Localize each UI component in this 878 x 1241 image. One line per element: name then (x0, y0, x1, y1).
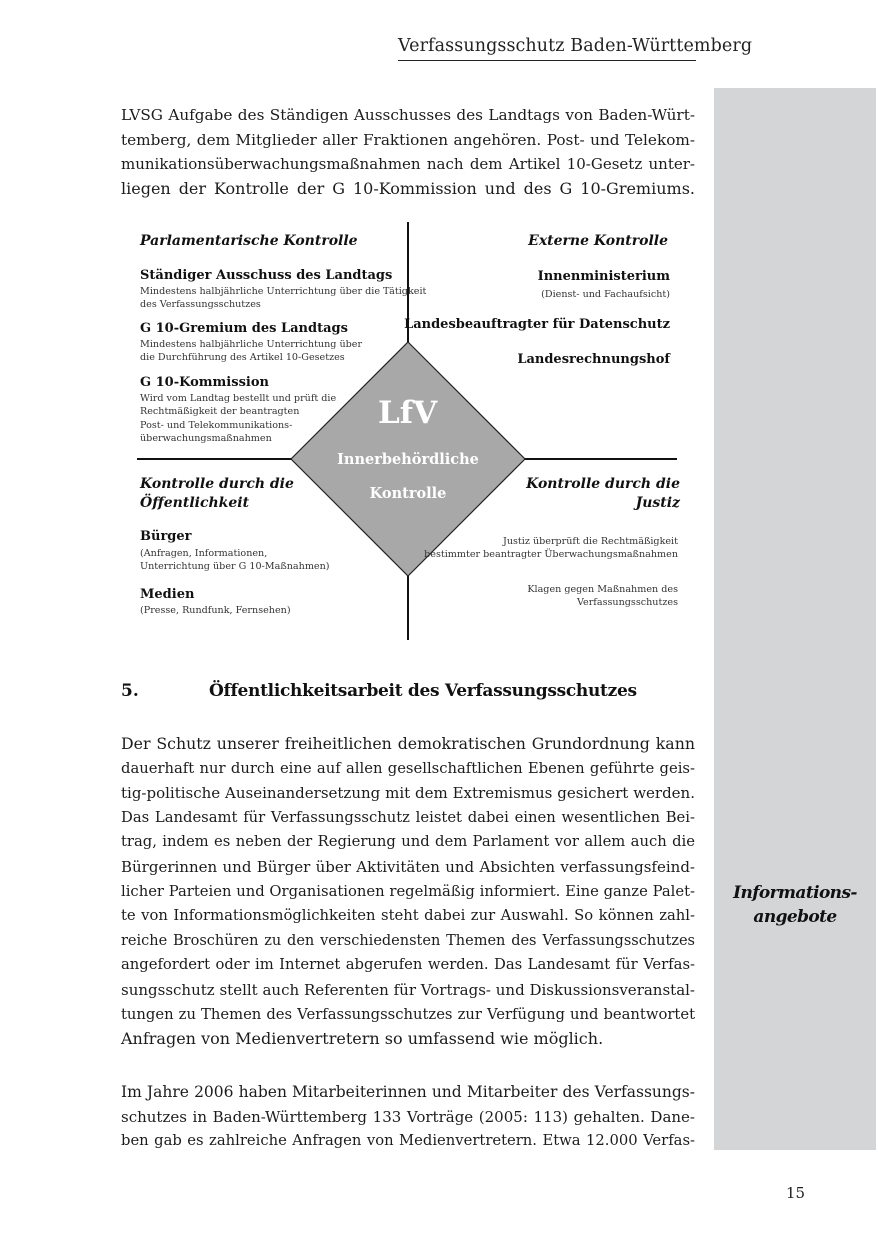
text-line: liegen der Kontrolle der G 10-Kommission und des G 10-Gremiums. (121, 178, 695, 198)
item-description (424, 535, 678, 562)
desc-line: Unterrichtung über G 10-Maßnahmen) (140, 561, 330, 573)
running-head: Verfassungsschutz Baden-Württemberg (398, 36, 753, 56)
text-line: LVSG Aufgabe des Ständigen Ausschusses des Landtags von Baden-Würt- (121, 106, 695, 124)
desc-line: Post- und Telekommunikations- (140, 419, 293, 431)
desc-line: Wird vom Landtag bestellt und prüft die (140, 393, 337, 404)
item-title: Medien (140, 587, 195, 602)
heading-line: Kontrolle durch die (140, 476, 294, 492)
control-diagram (120, 222, 700, 642)
desc-line: Verfassungsschutzes (576, 597, 678, 609)
text-line: temberg, dem Mitglieder aller Fraktionen angehören. Post- und Telekom- (121, 130, 695, 149)
paragraph-body (121, 1080, 695, 1154)
heading-line: Justiz (635, 495, 680, 511)
text-line: ben gab es zahlreiche Anfragen von Medienvertretern. Etwa 12.000 Verfas- (121, 1132, 695, 1150)
desc-line: bestimmter beantragter Überwachungsmaßnahmen (424, 549, 678, 561)
text-line: Der Schutz unserer freiheitlichen demokratischen Grundordnung kann (121, 734, 695, 753)
item-title: Ständiger Ausschuss des Landtags (140, 268, 393, 283)
text-line: licher Parteien und Organisationen regelmäßig informiert. Eine ganze Palet- (121, 882, 695, 900)
desc-line: (Anfragen, Informationen, (140, 548, 268, 559)
running-head-rule (398, 60, 696, 61)
section-title: Öffentlichkeitsarbeit des Verfassungsschutzes (209, 681, 637, 701)
quadrant-heading: Parlamentarische Kontrolle (140, 233, 358, 249)
desc-line: Rechtmäßigkeit der beantragten (140, 406, 300, 418)
text-line: angefordert oder im Internet abgerufen werden. Das Landesamt für Verfas- (121, 956, 695, 974)
text-line: te von Informationsmöglichkeiten steht dabei zur Auswahl. So können zahl- (121, 907, 695, 925)
item-description (140, 547, 330, 574)
margin-note (714, 881, 876, 929)
text-line: tig-politische Auseinandersetzung mit dem Extremismus gesichert werden. (121, 784, 695, 803)
item-title: G 10-Kommission (140, 375, 269, 390)
center-label: Innerbehördliche (337, 451, 479, 468)
paragraph-body (121, 732, 695, 1052)
paragraph-intro (121, 103, 695, 201)
item-description (140, 285, 426, 312)
item-title: G 10-Gremium des Landtags (140, 321, 348, 336)
item-description (527, 583, 678, 610)
desc-line: die Durchführung des Artikel 10-Gesetzes (140, 352, 345, 364)
item-description: (Presse, Rundfunk, Fernsehen) (140, 605, 291, 616)
margin-note-line: angebote (753, 907, 837, 927)
text-line: schutzes in Baden-Württemberg 133 Vorträge (2005: 113) gehalten. Dane- (121, 1107, 695, 1126)
heading-line: Öffentlichkeit (140, 495, 250, 511)
center-label: Kontrolle (369, 485, 447, 502)
desc-line: Mindestens halbjährliche Unterrichtung über die Tätigkeit (140, 286, 427, 297)
heading-line: Kontrolle durch die (526, 476, 680, 492)
text-line: sungsschutz stellt auch Referenten für Vortrags- und Diskussionsveranstal- (121, 980, 695, 999)
text-line: Anfragen von Medienvertretern so umfassend wie möglich. (121, 1029, 604, 1049)
text-line: tungen zu Themen des Verfassungsschutzes zur Verfügung und beantwortet (121, 1005, 695, 1023)
side-panel (714, 88, 876, 1150)
margin-note-line: Informations- (733, 883, 857, 903)
quadrant-heading: Externe Kontrolle (528, 233, 668, 249)
section-number: 5. (121, 681, 139, 701)
item-title: Innenministerium (537, 269, 670, 284)
text-line: Das Landesamt für Verfassungsschutz leistet dabei einen wesentlichen Bei- (121, 808, 695, 826)
item-title: Landesrechnungshof (517, 352, 670, 367)
text-line: reiche Broschüren zu den verschiedensten Themen des Verfassungsschutzes (121, 932, 695, 949)
item-description (140, 338, 362, 365)
text-line: munikationsüberwachungsmaßnahmen nach dem Artikel 10-Gesetz unter- (121, 155, 695, 174)
desc-line: überwachungsmaßnahmen (140, 433, 272, 445)
item-title: Landesbeauftragter für Datenschutz (404, 317, 670, 332)
center-title: LfV (378, 395, 438, 431)
desc-line: des Verfassungsschutzes (140, 299, 261, 311)
desc-line: Mindestens halbjährliche Unterrichtung über (140, 339, 363, 350)
quadrant-heading (526, 475, 680, 513)
desc-line: Justiz überprüft die Rechtmäßigkeit (502, 536, 678, 547)
text-line: trag, indem es neben der Regierung und dem Parlament vor allem auch die (121, 833, 695, 851)
item-title: Bürger (140, 529, 192, 544)
text-line: Bürgerinnen und Bürger über Aktivitäten und Absichten verfassungsfeind- (121, 857, 695, 876)
quadrant-heading (140, 475, 294, 513)
item-description (140, 392, 336, 446)
desc-line: Klagen gegen Maßnahmen des (527, 584, 678, 595)
text-line: dauerhaft nur durch eine auf allen gesellschaftlichen Ebenen geführte geis- (121, 759, 695, 777)
item-description: (Dienst- und Fachaufsicht) (541, 289, 670, 300)
page-number: 15 (786, 1184, 806, 1202)
text-line: Im Jahre 2006 haben Mitarbeiterinnen und Mitarbeiter des Verfassungs- (121, 1083, 695, 1101)
